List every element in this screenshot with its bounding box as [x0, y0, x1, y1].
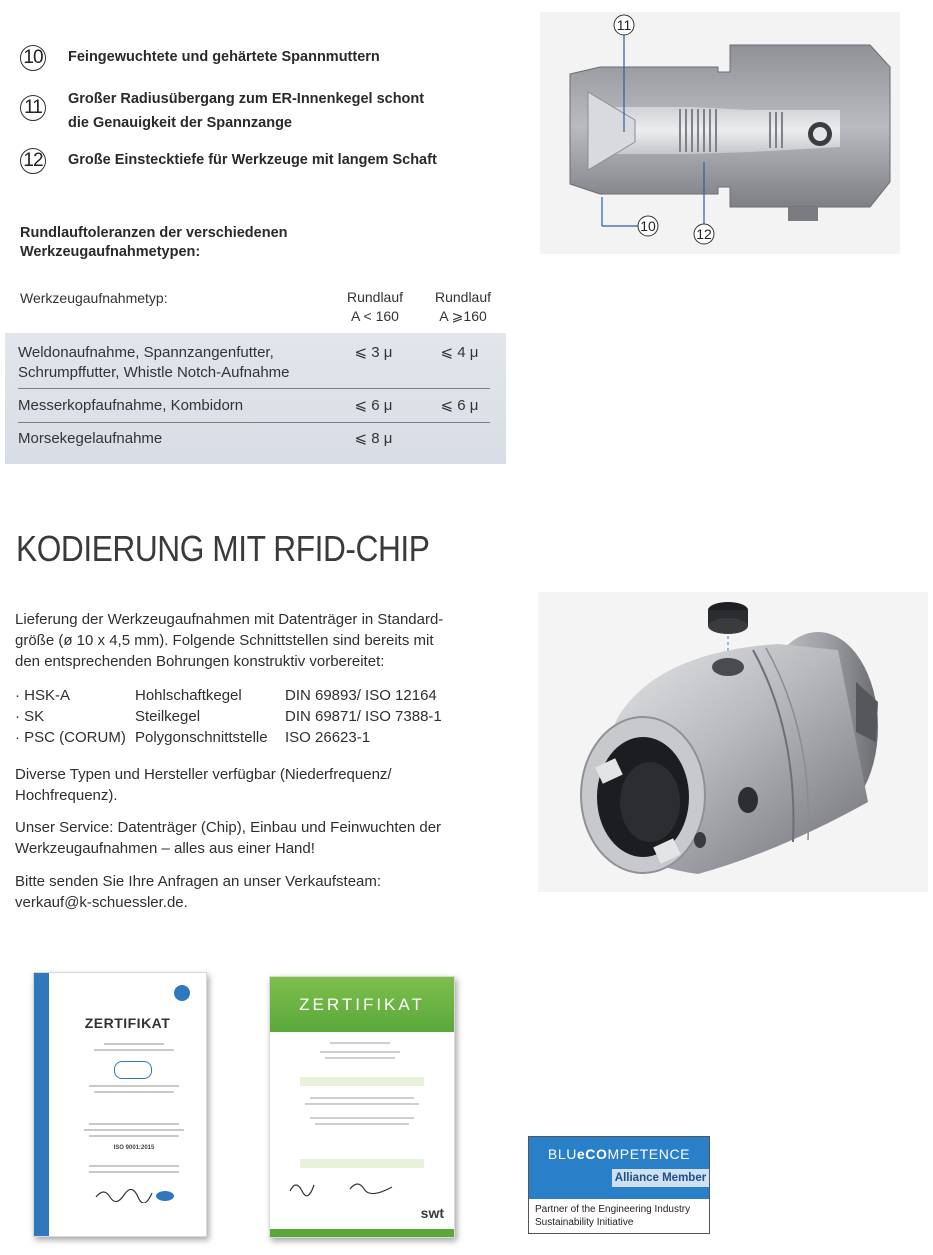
- row-label-line: Weldonaufnahme, Spannzangenfutter,: [18, 344, 274, 361]
- text-placeholder: [305, 1103, 419, 1105]
- row-label: Messerkopfaufnahme, Kombidorn: [18, 397, 244, 414]
- contact-email: verkauf@k-schuessler.de.: [15, 894, 188, 911]
- interface-list: [15, 685, 485, 748]
- badge-member-label: Alliance Member: [612, 1169, 709, 1187]
- col-header-line: A ⩾160: [439, 308, 487, 324]
- certificate-title: ZERTIFIKAT: [84, 1015, 171, 1031]
- interface-item: [15, 706, 485, 727]
- callout-12-label: 12: [696, 226, 712, 242]
- highlight-bar: [300, 1159, 424, 1168]
- badge-subtitle-line: Partner of the Engineering Industry: [535, 1204, 691, 1215]
- col-header-line: Rundlauf: [434, 289, 492, 305]
- feature-number: 10: [20, 45, 46, 71]
- subheading-line: Rundlauftoleranzen der verschiedenen: [20, 225, 288, 241]
- interface-code: · PSC (CORUM): [15, 729, 126, 746]
- interface-standard: ISO 26623-1: [285, 729, 371, 746]
- feature-text: [68, 87, 424, 135]
- interface-code: · HSK-A: [15, 687, 71, 704]
- badge-subtitle-line: Sustainability Initiative: [535, 1217, 634, 1228]
- text-placeholder: [89, 1171, 179, 1173]
- col-header-type: Werkzeugaufnahmetyp:: [20, 290, 168, 306]
- text-placeholder: [330, 1042, 390, 1044]
- paragraph-line: Unser Service: Datenträger (Chip), Einbau und Feinwuchten der: [15, 819, 442, 836]
- interface-type: Steilkegel: [135, 708, 201, 725]
- rfid-heading: KODIERUNG MIT RFID-CHIP: [16, 528, 430, 569]
- col-header-line: A < 160: [351, 308, 399, 324]
- row-label-line: Schrumpffutter, Whistle Notch-Aufnahme: [18, 364, 290, 381]
- text-placeholder: [310, 1117, 414, 1119]
- energy-certificate: [269, 976, 455, 1238]
- text-placeholder: [89, 1165, 179, 1167]
- certificate-footer-band: [270, 1229, 454, 1237]
- paragraph-line: Hochfrequenz).: [15, 787, 118, 804]
- text-placeholder: [104, 1043, 164, 1045]
- tolerance-subheading: [20, 224, 380, 262]
- feature-text-line: Großer Radiusübergang zum ER-Innenkegel schont: [68, 91, 425, 107]
- company-logo-icon: [114, 1061, 152, 1079]
- text-placeholder: [315, 1123, 409, 1125]
- badge-subtitle: [535, 1203, 690, 1229]
- swt-logo: swt: [420, 1205, 444, 1221]
- table-divider: [18, 422, 490, 423]
- interface-type: Polygonschnittstelle: [135, 729, 268, 746]
- tolerance-table-body: [5, 333, 506, 464]
- text-placeholder: [325, 1057, 395, 1059]
- brand-part: MPETENCE: [607, 1146, 691, 1162]
- hsk-chuck-photo: [538, 592, 928, 892]
- paragraph-line: Werkzeugaufnahmen – alles aus einer Hand!: [15, 840, 315, 857]
- row-value-lt160: ⩽ 3 μ: [354, 344, 393, 361]
- subheading-line: Werkzeugaufnahmetypen:: [20, 244, 201, 260]
- interface-item: [15, 727, 485, 748]
- paragraph-line: Lieferung der Werkzeugaufnahmen mit Datenträger in Standard-: [15, 611, 444, 628]
- text-placeholder: [89, 1123, 179, 1125]
- signatures-icon: [288, 1177, 398, 1197]
- callout-10-label: 10: [640, 218, 656, 234]
- feature-number: 12: [20, 148, 46, 174]
- text-placeholder: [310, 1097, 414, 1099]
- feature-text: Feingewuchtete und gehärtete Spannmuttern: [68, 49, 380, 65]
- iso-certificate: [33, 972, 207, 1237]
- bluecompetence-badge: [528, 1136, 710, 1234]
- certifier-logo-icon: [174, 985, 190, 1001]
- feature-12: [20, 148, 500, 174]
- table-divider: [18, 388, 490, 389]
- col-header-line: Rundlauf: [346, 289, 404, 305]
- text-placeholder: [320, 1051, 400, 1053]
- row-value-ge160: ⩽ 4 μ: [440, 344, 479, 361]
- interface-item: [15, 685, 485, 706]
- rfid-intro-paragraph: [15, 609, 455, 672]
- paragraph-line: Diverse Typen und Hersteller verfügbar (Niederfrequenz/: [15, 766, 392, 783]
- row-label: [18, 343, 290, 383]
- brand-part: BLU: [547, 1146, 577, 1162]
- text-placeholder: [94, 1091, 174, 1093]
- brand-part: eCO: [576, 1146, 608, 1162]
- badge-brand: [529, 1146, 709, 1162]
- text-placeholder: [84, 1129, 184, 1131]
- service-paragraph: [15, 817, 465, 859]
- feature-number: 11: [20, 95, 46, 121]
- row-value-lt160: ⩽ 8 μ: [354, 430, 393, 447]
- table-row: [18, 429, 485, 449]
- certificate-stripe: [34, 973, 49, 1236]
- signature-icon: [94, 1185, 154, 1203]
- interface-type: Hohlschaftkegel: [135, 687, 242, 704]
- seal-icon: [156, 1191, 174, 1201]
- feature-10: [20, 45, 500, 71]
- col-header-lt160: [320, 288, 430, 326]
- col-header-ge160: [418, 288, 508, 326]
- row-label: Morsekegelaufnahme: [18, 430, 163, 447]
- callout-11-label: 11: [616, 17, 632, 33]
- certificate-standard: ISO 9001:2015: [113, 1145, 155, 1151]
- row-value-lt160: ⩽ 6 μ: [354, 397, 393, 414]
- interface-standard: DIN 69893/ ISO 12164: [285, 687, 437, 704]
- paragraph-line: Bitte senden Sie Ihre Anfragen an unser Verkaufsteam:: [15, 873, 382, 890]
- text-placeholder: [94, 1049, 174, 1051]
- feature-text: Große Einstecktiefe für Werkzeuge mit langem Schaft: [68, 152, 437, 168]
- table-row: [18, 343, 485, 385]
- paragraph-line: größe (ø 10 x 4,5 mm). Folgende Schnittstellen sind bereits mit: [15, 632, 434, 649]
- tolerance-table-header: [20, 288, 500, 332]
- interface-standard: DIN 69871/ ISO 7388-1: [285, 708, 442, 725]
- paragraph-line: den entsprechenden Bohrungen konstruktiv vorbereitet:: [15, 653, 385, 670]
- contact-paragraph: [15, 871, 455, 913]
- row-value-ge160: ⩽ 6 μ: [440, 397, 479, 414]
- types-paragraph: [15, 764, 455, 806]
- highlight-bar: [300, 1077, 424, 1086]
- feature-text-line: die Genauigkeit der Spannzange: [68, 115, 292, 131]
- feature-11: [20, 87, 500, 135]
- chuck-section-drawing: [540, 12, 900, 254]
- certificate-title: ZERTIFIKAT: [299, 995, 425, 1014]
- text-placeholder: [89, 1135, 179, 1137]
- text-placeholder: [89, 1085, 179, 1087]
- table-row: [18, 396, 485, 416]
- interface-code: · SK: [15, 708, 45, 725]
